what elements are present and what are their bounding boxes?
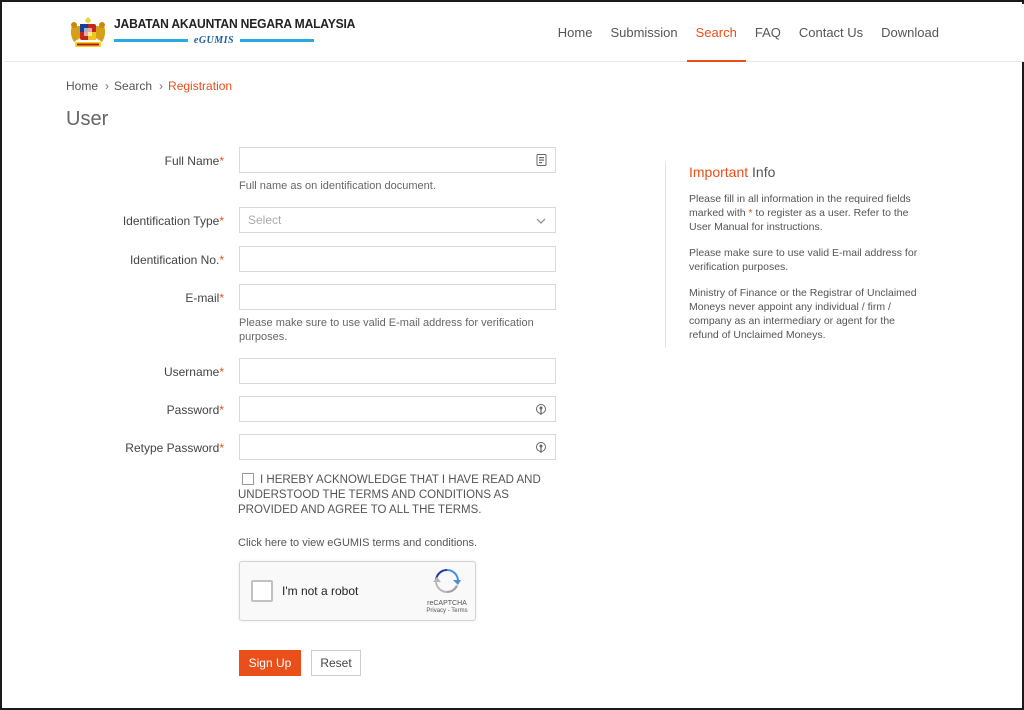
recaptcha-checkbox[interactable] (251, 580, 273, 602)
email-field[interactable] (239, 284, 556, 310)
contact-card-icon (535, 154, 547, 166)
id-type-selected: Select (248, 213, 282, 227)
username-input[interactable] (240, 359, 555, 383)
breadcrumb-home[interactable]: Home (66, 79, 99, 93)
username-field[interactable] (239, 358, 556, 384)
breadcrumb-separator: › (159, 79, 164, 93)
password-label: Password* (166, 403, 224, 417)
id-no-input[interactable] (240, 247, 555, 271)
terms-link[interactable]: here (264, 537, 287, 549)
recaptcha-links[interactable]: Privacy - Terms (426, 608, 468, 614)
full-name-field[interactable] (239, 147, 556, 173)
info-paragraph-3: Ministry of Finance or the Registrar of Unclaimed Moneys never appoint any individual / firm / company as an intermediary or agent for the refund of Unclaimed Moneys. (689, 287, 917, 341)
main-nav (549, 4, 948, 62)
email-label: E-mail* (185, 291, 224, 305)
site-header (4, 4, 1024, 62)
retype-password-label: Retype Password* (125, 441, 224, 455)
terms-notice (238, 537, 477, 549)
chevron-down-icon (535, 215, 547, 227)
full-name-help: Full name as on identification document. (239, 180, 436, 192)
page-title: User (66, 108, 109, 130)
important-info-panel (665, 162, 918, 348)
retype-password-field[interactable] (239, 434, 556, 460)
info-paragraph-1: Please fill in all information in the required fields marked with * to register as a user. Refer to the User Manual for instructions. (689, 193, 911, 233)
key-icon[interactable] (535, 403, 547, 415)
coat-of-arms-icon (66, 14, 110, 50)
terms-prefix: Click (238, 537, 265, 549)
full-name-input[interactable] (240, 148, 555, 172)
reset-button[interactable]: Reset (311, 650, 361, 676)
acknowledge-terms (238, 473, 548, 518)
id-no-label: Identification No.* (129, 253, 224, 267)
email-help: Please make sure to use valid E-mail address for verification purposes. (239, 317, 534, 343)
recaptcha-widget (239, 561, 476, 621)
logo-subtitle (114, 34, 314, 46)
info-title: Important Info (689, 164, 776, 180)
breadcrumb-registration: Registration (168, 79, 233, 93)
breadcrumb-separator: › (105, 79, 110, 93)
full-name-label: Full Name* (164, 154, 224, 168)
nav-home[interactable]: Home (557, 24, 593, 40)
site-logo[interactable] (66, 12, 356, 52)
info-paragraph-2: Please make sure to use valid E-mail address for verification purposes. (689, 247, 918, 273)
logo-subtitle-text: eGUMIS (193, 34, 235, 46)
id-type-select[interactable] (239, 207, 556, 233)
email-input[interactable] (240, 285, 555, 309)
logo-title: JABATAN AKAUNTAN NEGARA MALAYSIA (114, 16, 356, 31)
terms-suffix: to view eGUMIS terms and conditions. (286, 537, 478, 549)
id-no-field[interactable] (239, 246, 556, 272)
nav-contact-us[interactable]: Contact Us (798, 24, 864, 40)
password-field[interactable] (239, 396, 556, 422)
recaptcha-brand: reCAPTCHA (427, 600, 467, 607)
recaptcha-logo (424, 568, 470, 618)
key-icon[interactable] (535, 441, 547, 453)
recaptcha-icon (433, 568, 461, 594)
nav-search[interactable]: Search (687, 4, 746, 62)
acknowledge-checkbox[interactable] (242, 473, 254, 485)
nav-download[interactable]: Download (881, 24, 939, 40)
acknowledge-text: I HEREBY ACKNOWLEDGE THAT I HAVE READ AND UNDERSTOOD THE TERMS AND CONDITIONS AS PROVIDED AND AGREE TO ALL THE TERMS. (238, 474, 541, 516)
password-input[interactable] (240, 397, 555, 421)
breadcrumb-search[interactable]: Search (114, 79, 153, 93)
sign-up-button[interactable]: Sign Up (239, 650, 301, 676)
recaptcha-label: I'm not a robot (282, 584, 359, 598)
nav-faq[interactable]: FAQ (754, 24, 781, 40)
nav-submission[interactable]: Submission (610, 24, 678, 40)
breadcrumb (66, 79, 232, 93)
retype-password-input[interactable] (240, 435, 555, 459)
id-type-label: Identification Type* (122, 214, 224, 228)
username-label: Username* (163, 365, 224, 379)
